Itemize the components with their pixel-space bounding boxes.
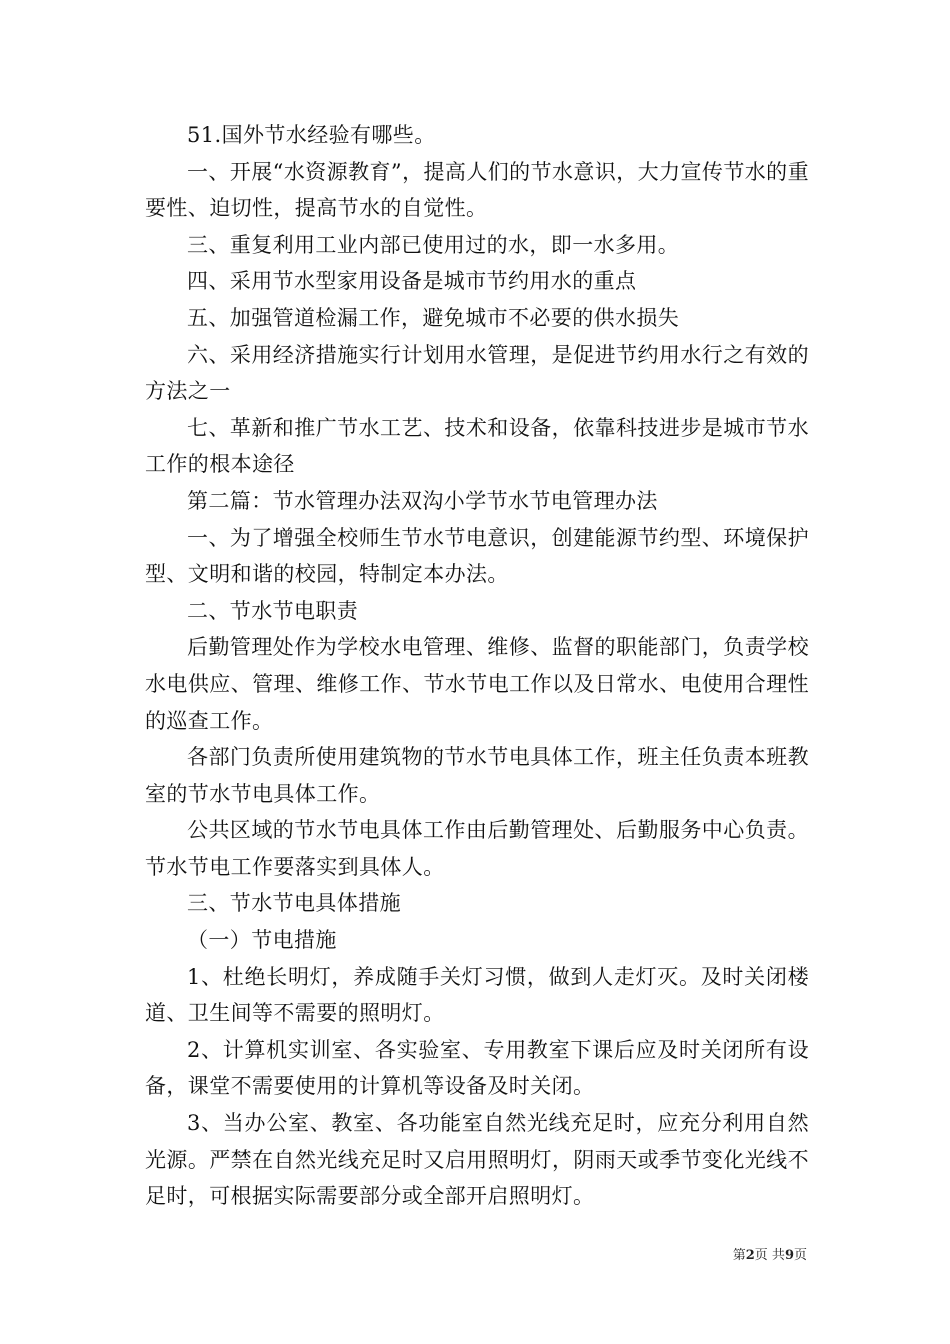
footer-total-pages: 9 xyxy=(784,1248,794,1263)
paragraph-4: 四、采用节水型家用设备是城市节约用水的重点 xyxy=(187,269,637,294)
footer-middle: 页 共 xyxy=(754,1248,785,1263)
paragraph-17: 2、计算机实训室、各实验室、专用教室下课后应及时关闭所有设备，课堂不需要使用的计算机等设备及时关闭。 xyxy=(145,1037,809,1099)
paragraph-12: 各部门负责所使用建筑物的节水节电具体工作，班主任负责本班教室的节水节电具体工作。 xyxy=(145,745,809,806)
paragraph-1: 51.国外节水经验有哪些。 xyxy=(187,123,436,147)
paragraph-13: 公共区域的节水节电具体工作由后勤管理处、后勤服务中心负责。节水节电工作要落实到具体人。 xyxy=(145,818,809,879)
paragraph-5: 五、加强管道检漏工作，避免城市不必要的供水损失 xyxy=(187,305,680,330)
paragraph-15: （一）节电措施 xyxy=(187,928,337,953)
paragraph-6: 六、采用经济措施实行计划用水管理，是促进节约用水行之有效的方法之一 xyxy=(145,342,809,404)
footer-suffix: 页 xyxy=(793,1248,807,1263)
paragraph-11: 后勤管理处作为学校水电管理、维修、监督的职能部门，负责学校水电供应、管理、维修工作、节水节电工作以及日常水、电使用合理性的巡查工作。 xyxy=(145,635,809,733)
page-number-footer xyxy=(733,1244,807,1263)
paragraph-2: 一、开展“水资源教育”，提高人们的节水意识，大力宣传节水的重要性、迫切性，提高节水的自觉性。 xyxy=(145,159,809,221)
document-body xyxy=(145,117,809,1215)
paragraph-10: 二、节水节电职责 xyxy=(187,598,359,623)
paragraph-7: 七、革新和推广节水工艺、技术和设备，依靠科技进步是城市节水工作的根本途径 xyxy=(145,415,809,477)
paragraph-9: 一、为了增强全校师生节水节电意识，创建能源节约型、环境保护型、文明和谐的校园，特制定本办法。 xyxy=(145,525,809,587)
footer-current-page: 2 xyxy=(745,1248,755,1263)
paragraph-18: 3、当办公室、教室、各功能室自然光线充足时，应充分利用自然光源。严禁在自然光线充足时又启用照明灯，阴雨天或季节变化光线不足时，可根据实际需要部分或全部开启照明灯。 xyxy=(145,1111,809,1209)
footer-prefix: 第 xyxy=(732,1248,746,1263)
paragraph-16: 1、杜绝长明灯，养成随手关灯习惯，做到人走灯灭。及时关闭楼道、卫生间等不需要的照明灯。 xyxy=(145,964,809,1026)
paragraph-14: 三、节水节电具体措施 xyxy=(187,891,401,916)
paragraph-3: 三、重复利用工业内部已使用过的水，即一水多用。 xyxy=(187,232,680,257)
section-heading: 第二篇：节水管理办法双沟小学节水节电管理办法 xyxy=(187,488,658,513)
